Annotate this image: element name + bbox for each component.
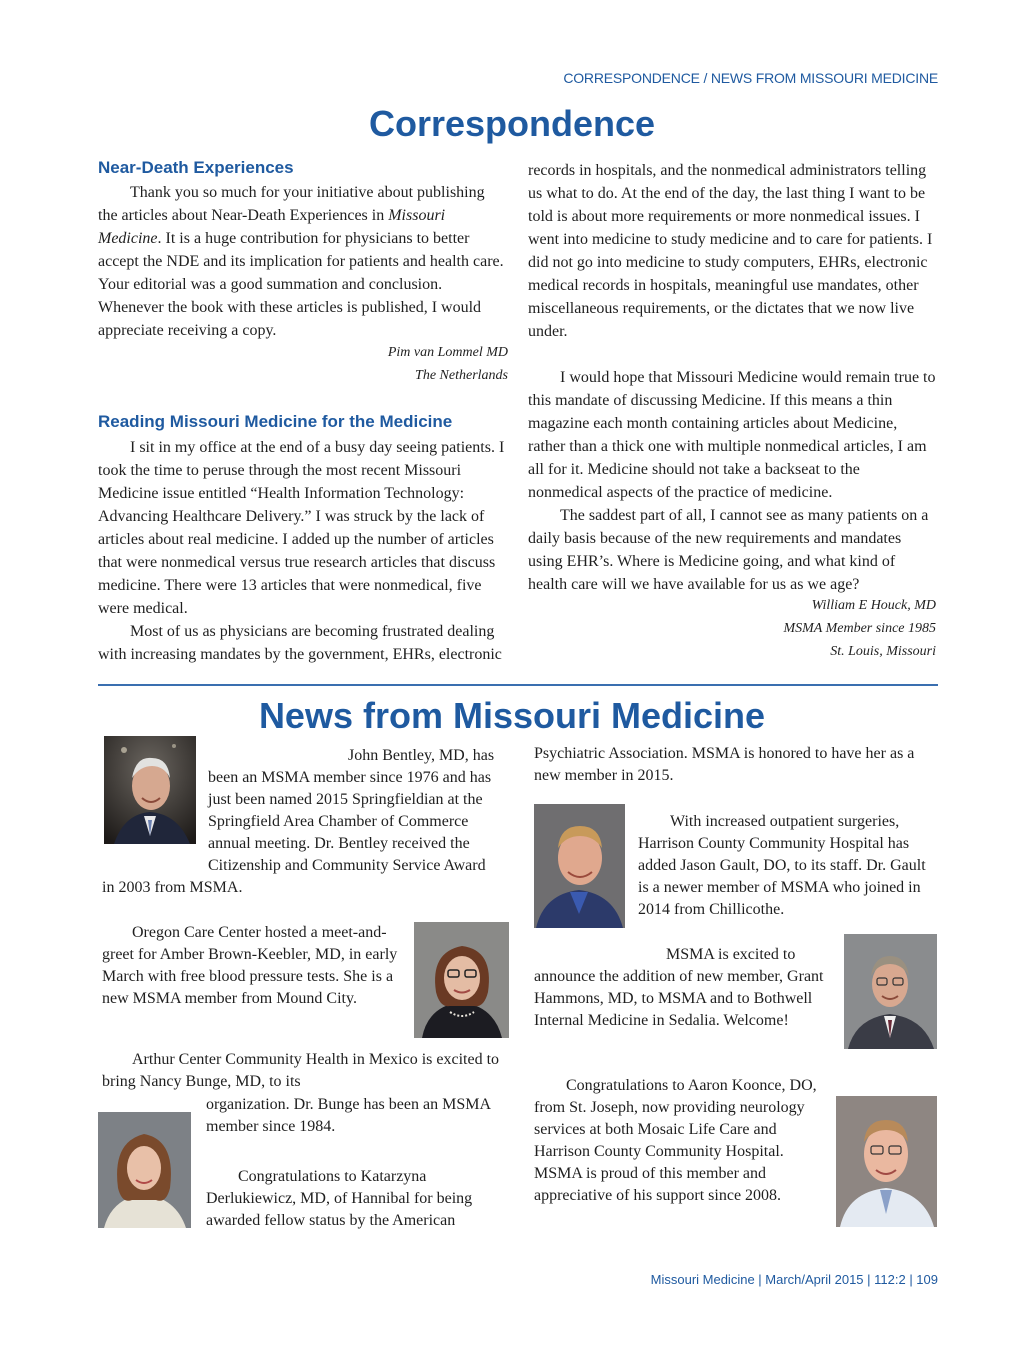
letter2-paragraph-1: I sit in my office at the end of a busy day seeing patients. I took the time to peruse through the most recent Missouri Medicine issue entitled “Health Information Technology: Advancing Healthcare Delivery.” I was struck by the lack of articles about real medicine. I added up the number of articles that were nonmedical versus true research articles that discuss medicine. There were 13 articles that were nonmedical, five were medical. — [98, 439, 505, 617]
photo-aaron-koonce — [836, 1096, 937, 1227]
news-item-bentley — [102, 745, 502, 899]
news-item-derlukiewicz — [206, 1166, 506, 1232]
news-title: News from Missouri Medicine — [258, 695, 766, 736]
letter1-body: Thank you so much for your initiative about publishing the articles about Near-Death Experiences in Missouri Medicine. It is a huge contribution for physicians to better accept the NDE and its implication for patients and health care. Your editorial was a good summation and conclusion. Whenever the book with these articles is published, I would appreciate receiving a copy. — [98, 184, 504, 339]
photo-grant-hammons — [844, 934, 937, 1049]
news-item-arthur-center-text-b: organization. Dr. Bunge has been an MSMA member since 1984. — [206, 1096, 491, 1135]
letter1-signature-name: Pim van Lommel MD — [387, 345, 508, 360]
news-item-oregon — [102, 922, 398, 1010]
news-item-hammons — [534, 944, 824, 1032]
section-divider — [98, 684, 938, 686]
news-item-arthur-center-text-a: Arthur Center Community Health in Mexico is excited to bring Nancy Bunge, MD, to its — [102, 1051, 500, 1090]
letter2-signature-place: St. Louis, Missouri — [830, 644, 936, 659]
news-item-oregon-text: Oregon Care Center hosted a meet-and-greet for Amber Brown-Keebler, MD, in early March with free blood pressure tests. She is a new MSMA member from Mound City. — [102, 924, 398, 1007]
letter2-body-left — [98, 436, 508, 666]
letter2-paragraph-3: I would hope that Missouri Medicine would remain true to this mandate of discussing Medicine. If this means a thin magazine each month containing articles about Medicine, rather than a thick one with multiple nonmedical articles, I am all for it. Medicine should not take a backseat to the nonmedical aspects of the practice of medicine. — [528, 369, 936, 501]
news-item-gault — [638, 811, 938, 921]
correspondence-title: Correspondence — [368, 103, 656, 144]
letter2-paragraph-2-cont: records in hospitals, and the nonmedical administrators telling us what to do. At the end of the day, the last thing I want to be told is about more requirements or more nonmedical issues. I went into medicine to study medicine and to care for patients. I did not go into medicine to study computers, EHRs, electronic medical records in hospitals, meaningful use mandates, other miscellaneous requirements, or the dictates that we now live under. — [528, 162, 933, 340]
letter2-signature-member: MSMA Member since 1985 — [783, 621, 936, 636]
news-item-derlukiewicz-text-cont: Psychiatric Association. MSMA is honored to have her as a new member in 2015. — [534, 745, 915, 784]
news-item-koonce — [534, 1075, 820, 1207]
photo-nancy-bunge — [98, 1112, 191, 1228]
news-item-hammons-text: MSMA is excited to announce the addition of new member, Grant Hammons, MD, to MSMA and to Bothwell Internal Medicine in Sedalia. Welcome! — [534, 946, 824, 1029]
letter2-paragraph-4: The saddest part of all, I cannot see as many patients on a daily basis because of the new requirements and mandates using EHR’s. Where is Medicine going, and what kind of health care will we have available for us as we age? — [528, 507, 929, 593]
news-item-derlukiewicz-text: Congratulations to Katarzyna Derlukiewicz, MD, of Hannibal for being awarded fellow status by the American — [206, 1168, 473, 1229]
page-footer: Missouri Medicine | March/April 2015 | 112:2 | 109 — [650, 1272, 938, 1287]
news-item-arthur-center-cont — [206, 1094, 506, 1138]
running-head: CORRESPONDENCE / NEWS FROM MISSOURI MEDICINE — [563, 70, 938, 86]
news-item-gault-text: With increased outpatient surgeries, Harrison County Community Hospital has added Jason Gault, DO, to its staff. Dr. Gault is a newer member of MSMA who joined in 2014 from Chillicothe. — [638, 813, 926, 918]
letter2-paragraph-2-start: Most of us as physicians are becoming frustrated dealing with increasing mandates by the government, EHRs, electronic — [98, 623, 502, 663]
letter2-body-right — [528, 159, 938, 596]
news-item-arthur-center — [102, 1049, 502, 1093]
photo-amber-brown-keebler — [414, 922, 509, 1038]
letter1-signature — [300, 341, 508, 387]
letter1-signature-place: The Netherlands — [415, 368, 508, 383]
letter2-heading: Reading Missouri Medicine for the Medicine — [98, 412, 453, 431]
news-item-bentley-text: John Bentley, MD, has been an MSMA member since 1976 and has just been named 2015 Springfieldian at the Springfield Area Chamber of Commerce annual meeting. Dr. Bentley received the Citizenship and Community Service Award in 2003 from MSMA. — [102, 747, 495, 896]
news-item-derlukiewicz-cont — [534, 743, 938, 787]
letter2-signature — [700, 594, 936, 663]
letter1-heading: Near-Death Experiences — [98, 158, 294, 177]
news-item-koonce-text: Congratulations to Aaron Koonce, DO, from St. Joseph, now providing neurology services at both Mosaic Life Care and Harrison County Community Hospital. MSMA is proud of this member and appreciative of his support since 2008. — [534, 1077, 817, 1204]
photo-jason-gault — [534, 804, 625, 928]
letter2-signature-name: William E Houck, MD — [811, 598, 936, 613]
